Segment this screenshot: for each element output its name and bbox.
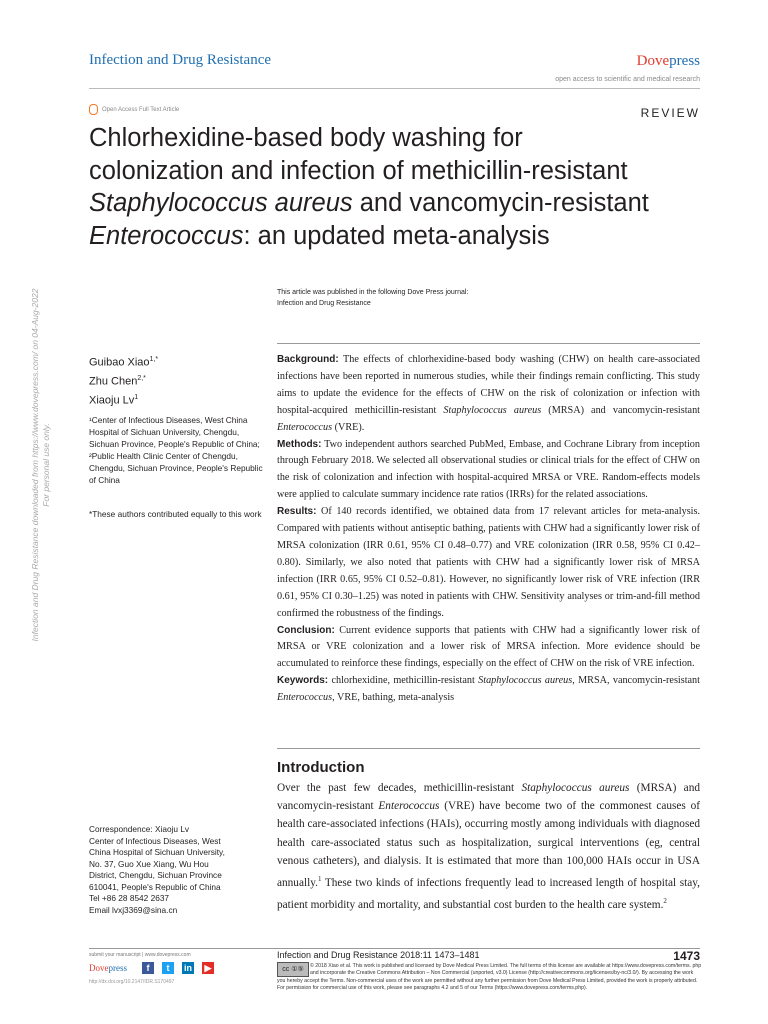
abstract-results: Results: Of 140 records identified, we obtained data from 17 relevant articles for meta-analysis. Compared with patients without antiseptic bathing, patients with CHW had a significantly lower risk of MRSA colonization (IRR 0.61, 95% CI 0.48–0.77) and VRE colonization (IRR 0.58, 95% CI 0.42–0.80). Similarly, we also noted that patients with CHW had a significantly lower risk of MRSA infection (IRR 0.65, 95% CI 0.52–0.81). However, no significantly lower risk of VRE infection (IRR 0.61, 95% CI 0.30–1.25) was noted in patients with CHW. Sensitivity analyses or trim-and-fill method confirmed the robustness of the findings. (277, 506, 700, 619)
open-access-text: Open Access Full Text Article (102, 106, 180, 113)
correspondence-line: No. 37, Guo Xue Xiang, Wu Hou (89, 858, 209, 869)
correspondence-email[interactable]: Email lvxj3369@sina.cn (89, 904, 178, 915)
citation-link[interactable]: 1 (318, 875, 322, 884)
abstract-conclusion: Conclusion: Current evidence supports that patients with CHW had a significantly lower risk of MRSA or VRE colonization and a lower risk of MRSA infection. More evidence should be accumulated to reinforce these findings, especially on the effect of CHW on the risk of VRE infection. (277, 624, 700, 670)
submit-manuscript-link[interactable]: submit your manuscript | www.dovepress.com (89, 952, 191, 958)
affiliations: ¹Center of Infectious Diseases, West China Hospital of Sichuan University, Chengdu, Sichuan Province, People's Republic of China; ²Public Health Clinic Center of Chengdu, Chengdu, Sichuan Province, People's Republic of China (89, 415, 263, 485)
download-watermark (30, 210, 80, 720)
creative-commons-badge[interactable]: cc ①⑤ (277, 962, 309, 977)
correspondence-label: Correspondence: Xiaoju Lv (89, 824, 190, 834)
abstract-background: Background: The effects of chlorhexidine-based body washing (CHW) on health care-associated infections have been reported in numerous studies, while their findings remain conflicting. This study aims to update the evidence for the effects of CHW on the risk of colonization or infection with hospital-acquired methicillin-resistant Staphylococcus aureus (MRSA) and vancomycin-resistant Enterococcus (VRE). (277, 354, 700, 433)
title-italic-1: Staphylococcus aureus (89, 189, 353, 217)
doi-link[interactable]: http://dx.doi.org/10.2147/IDR.S170497 (89, 979, 175, 985)
correspondence-line: District, Chengdu, Sichuan Province (89, 870, 222, 880)
correspondence-line: 610041, People's Republic of China (89, 881, 221, 892)
abstract-keywords: Keywords: chlorhexidine, methicillin-resistant Staphylococcus aureus, MRSA, vancomycin-resistant Enterococcus, VRE, bathing, meta-analysis (277, 675, 700, 704)
section-rule (277, 748, 700, 749)
correspondence-line: China Hospital of Sichuan University, (89, 847, 225, 857)
youtube-icon[interactable]: ▶ (202, 962, 214, 974)
twitter-icon[interactable]: t (162, 962, 174, 974)
abstract-methods: Methods: Two independent authors searched PubMed, Embase, and Cochrane Library from inception through February 2018. We selected all observational studies or clinical trials for the effect of CHW on the risk of colonization and infection with hospital-acquired MRSA or VRE. Random-effects models were applied to calculate summary incidence rate ratios (IRRs) for the related associations. (277, 438, 700, 501)
open-access-icon (89, 104, 98, 115)
title-line-2: colonization and infection of methicillin-resistant (89, 156, 628, 185)
pub-note-line-1: This article was published in the following Dove Press journal: (277, 289, 469, 296)
footer-citation: Infection and Drug Resistance 2018:11 1473–1481 (277, 950, 480, 960)
license-text-cont: you hereby accept the Terms. Non-commercial uses of the work are permitted without any further permission from Dove Medical Press Limited, provided the work is properly attributed. For permission for commercial use of this work, please see paragraphs 4.2 and 5 of our Terms (https://www.dovepress.com/terms.php). (277, 978, 698, 992)
title-line-3 (89, 187, 729, 220)
abstract-rule (277, 343, 700, 344)
title-line-4-rest: : an updated meta-analysis (243, 221, 550, 250)
title-italic-2: Enterococcus (89, 221, 244, 250)
publisher-logo-a: Dove (636, 53, 670, 69)
correspondence (89, 824, 264, 916)
watermark-line-2: For personal use only. (41, 423, 51, 507)
publication-note (277, 287, 468, 309)
publisher-logo-b: press (669, 53, 700, 69)
title-line-4 (89, 220, 729, 253)
page-number: 1473 (673, 949, 700, 963)
abstract (277, 352, 700, 707)
header-rule (89, 88, 700, 89)
publisher-logo[interactable] (637, 53, 700, 70)
author[interactable]: Xiaoju Lv$^1$ (89, 394, 139, 407)
section-heading-introduction: Introduction (277, 759, 365, 776)
citation-link[interactable]: 2 (663, 896, 667, 905)
footer-publisher-logo[interactable]: Dovepress (89, 963, 127, 973)
title-line-3-rest: and vancomycin-resistant (352, 189, 649, 217)
author[interactable]: Zhu Chen$^{2,*}$ (89, 375, 146, 388)
footer-rule (89, 948, 700, 949)
correspondence-phone: Tel +86 28 8542 2637 (89, 893, 170, 903)
open-access-label (89, 104, 179, 115)
watermark-line-1: Infection and Drug Resistance downloaded from https://www.dovepress.com/ on 04-Aug-2022 (30, 288, 40, 642)
article-type: REVIEW (640, 106, 700, 120)
publisher-tagline: open access to scientific and medical research (555, 76, 700, 83)
linkedin-icon[interactable]: in (184, 963, 192, 973)
author[interactable]: Guibao Xiao$^{1,*}$ (89, 356, 159, 369)
correspondence-line: Center of Infectious Diseases, West (89, 835, 221, 846)
pub-note-line-2[interactable]: Infection and Drug Resistance (277, 300, 371, 307)
social-links (142, 962, 214, 974)
article-title (89, 122, 729, 252)
title-line-1: Chlorhexidine-based body washing for (89, 124, 523, 152)
journal-name[interactable]: Infection and Drug Resistance (89, 52, 272, 68)
facebook-icon[interactable]: f (142, 962, 154, 974)
author-list (89, 352, 158, 409)
license-text: © 2018 Xiao et al. This work is published and licensed by Dove Medical Press Limited. The full terms of this license are available at https://www.dovepress.com/terms. php and incorporate the Creative Commons Attribution – Non Commercial (unported, v3.0) License (http://creativecommons.org/licenses/by-nc/3.0/). By accessing the work (310, 963, 702, 977)
contribution-note: *These authors contributed equally to this work (89, 509, 262, 519)
introduction-paragraph: Over the past few decades, methicillin-resistant Staphylococcus aureus (MRSA) and vancomycin-resistant Enterococcus (VRE) have become two of the commonest causes of health care-associated infections (HAIs), occurring mostly among individuals with diagnosed health care-associated status such as hospitalization, surgical interventions (eg, central venous catheters), and dialysis. It is estimated that more than 100,000 HAIs occur in USA annually.$^1$ These two kinds of infections frequently lead to increased length of hospital stay, patient morbidity and mortality, and substantial cost burden to the health care system.$^2$ (277, 782, 700, 911)
